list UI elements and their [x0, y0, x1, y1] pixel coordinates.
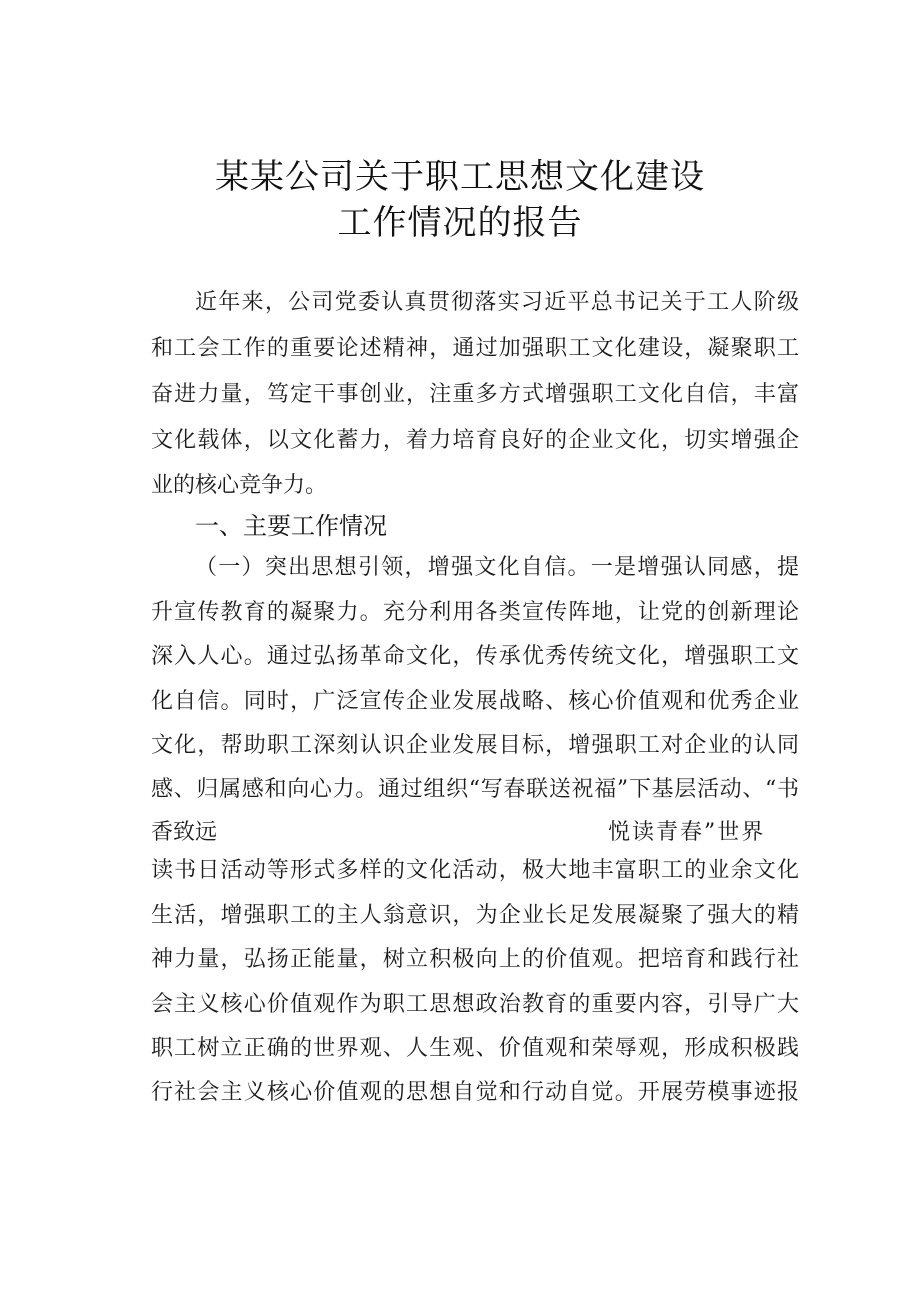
para-line-12: 行社会主义核心价值观的思想自觉和行动自觉。开展劳模事迹报 [151, 1080, 799, 1105]
para-line-6: 感、归属感和向心力。通过组织“写春联送祝福”下基层活动、“书 [151, 777, 799, 802]
intro-line-5: 业的核心竞争力。 [151, 473, 328, 498]
para-line-9: 神力量，弘扬正能量，树立积极向上的价值观。把培育和践行社 [151, 947, 799, 972]
para-line-11: 职工树立正确的世界观、人生观、价值观和荣辱观，形成积极践 [151, 1036, 799, 1061]
document-title-line-1: 某某公司关于职工思想文化建设 [215, 157, 705, 197]
para-line-1: （一）突出思想引领，增强文化自信。一是增强认同感，提 [195, 555, 799, 580]
section-heading: 一、主要工作情况 [195, 512, 387, 540]
intro-line-1: 近年来，公司党委认真贯彻落实习近平总书记关于工人阶级 [195, 290, 799, 315]
intro-line-2: 和工会工作的重要论述精神，通过加强职工文化建设，凝聚职工 [151, 336, 799, 361]
para-line-4: 化自信。同时，广泛宣传企业发展战略、核心价值观和优秀企业 [151, 689, 799, 714]
para-line-7: 读书日活动等形式多样的文化活动，极大地丰富职工的业余文化 [151, 858, 799, 883]
para-line-8: 生活，增强职工的主人翁意识，为企业长足发展凝聚了强大的精 [151, 903, 799, 928]
intro-line-4: 文化载体，以文化蓄力，着力培育良好的企业文化，切实增强企 [151, 428, 799, 453]
para-line-5: 文化，帮助职工深刻认识企业发展目标，增强职工对企业的认同 [151, 733, 799, 758]
para-line-3: 深入人心。通过弘扬革命文化，传承优秀传统文化，增强职工文 [151, 644, 799, 669]
document-title-line-2: 工作情况的报告 [337, 203, 583, 243]
intro-line-3: 奋进力量，笃定干事创业，注重多方式增强职工文化自信，丰富 [151, 382, 799, 407]
split-line-right: 悦读青春”世界 [608, 820, 766, 845]
para-line-10: 会主义核心价值观作为职工思想政治教育的重要内容，引导广大 [151, 992, 799, 1017]
split-line-left: 香致远 [151, 820, 218, 845]
para-line-2: 升宣传教育的凝聚力。充分利用各类宣传阵地，让党的创新理论 [151, 600, 799, 625]
